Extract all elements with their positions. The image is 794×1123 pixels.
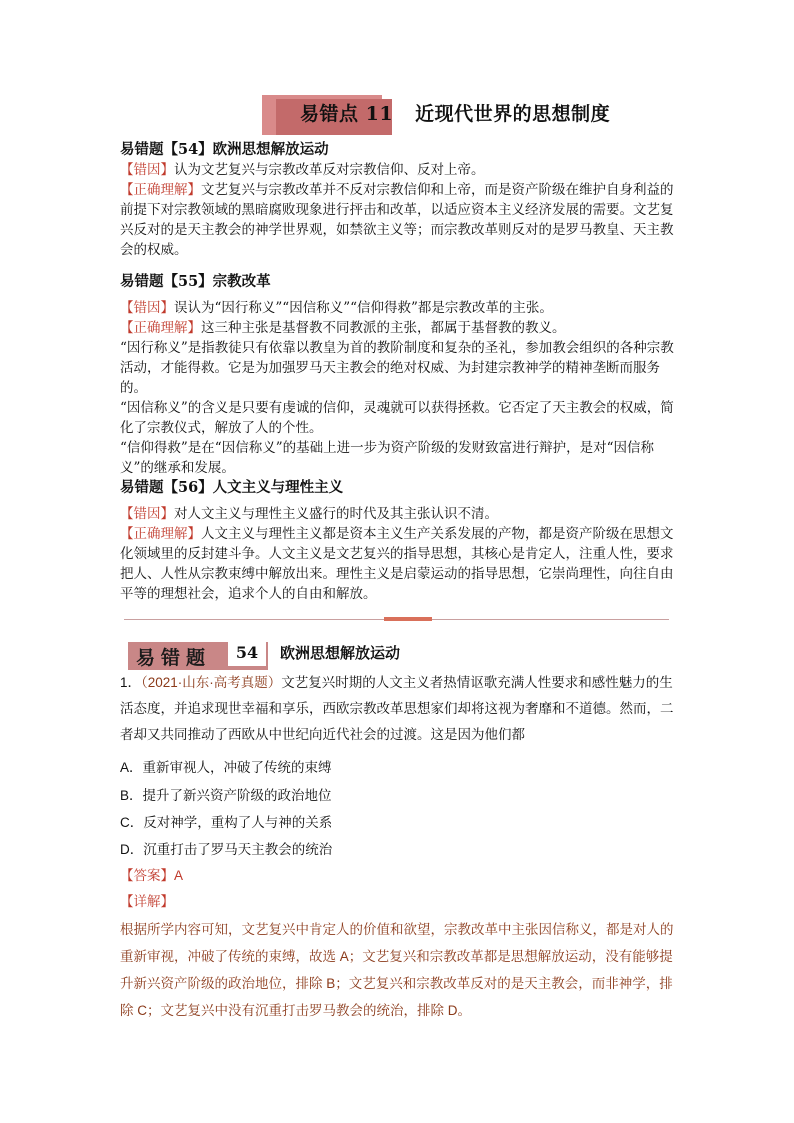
section-55-p2: “因信称义”的含义是只要有虔诚的信仰，灵魂就可以获得拯救。它否定了天主教会的权威，简化了宗教仪式，解放了人的个性。 <box>120 400 674 436</box>
option-c: C．反对神学，重构了人与神的关系 <box>120 815 333 830</box>
section-54 <box>120 140 680 260</box>
section-55-p3: “信仰得救”是在“因信称义”的基础上进一步为资产阶级的发财致富进行辩护，是对“因信称义”的继承和发展。 <box>120 440 655 476</box>
section-56-right: 【正确理解】人文主义与理性主义都是资本主义生产关系发展的产物，都是资产阶级在思想文化领域里的反封建斗争。人文主义是文艺复兴的指导思想，其核心是肯定人，注重人性，要求把人、人性从宗教束缚中解放出来。理性主义是启蒙运动的指导思想，它崇尚理性，向往自由平等的理想社会，追求个人的自由和解放。 <box>120 526 674 602</box>
section-55-right: 【正确理解】这三种主张是基督教不同教派的主张，都属于基督教的教义。 <box>120 320 566 336</box>
chapter-title <box>300 99 610 126</box>
section-55 <box>120 272 680 478</box>
question-source: （2021·山东·高考真题） <box>141 675 282 690</box>
option-d: D．沉重打击了罗马天主教会的统治 <box>120 842 333 857</box>
wrong-tag: 【错因】 <box>120 162 174 178</box>
section-55-p1: “因行称义”是指教徒只有依靠以教皇为首的教阶制度和复杂的圣礼，参加教会组织的各种宗教活动，才能得救。它是为加强罗马天主教会的绝对权威、为封建宗教神学的精神垄断而服务的。 <box>120 340 674 396</box>
right-tag: 【正确理解】 <box>120 182 201 198</box>
question-1-stem: 1．（2021·山东·高考真题）文艺复兴时期的人文主义者热情讴歌充满人性要求和感性魅力的生活态度，并追求现世幸福和享乐，西欧宗教改革思想家们却将这视为奢靡和不道德。然而，二者却又共同推动了西欧从中世纪向近代社会的过渡。这是因为他们都 <box>120 675 674 742</box>
section-56-wrong: 【错因】对人文主义与理性主义盛行的时代及其主张认识不清。 <box>120 506 498 522</box>
option-b: B．提升了新兴资产阶级的政治地位 <box>120 788 332 803</box>
chapter-title-banner <box>262 95 662 137</box>
section-56-heading: 易错题【56】人文主义与理性主义 <box>120 479 344 496</box>
section-54-heading: 易错题【54】欧洲思想解放运动 <box>120 141 329 158</box>
question-banner <box>128 640 268 672</box>
question-banner-title: 欧洲思想解放运动 <box>280 644 401 662</box>
detail-tag: 【详解】 <box>120 894 174 909</box>
question-banner-number: 54 <box>228 640 266 666</box>
section-55-heading: 易错题【55】宗教改革 <box>120 273 271 290</box>
section-55-wrong: 【错因】误认为“因行称义”“因信称义”“信仰得救”都是宗教改革的主张。 <box>120 300 553 316</box>
divider-accent <box>384 617 432 621</box>
question-banner-label: 易错题 <box>136 647 212 669</box>
section-56 <box>120 478 680 604</box>
detail-text: 根据所学内容可知，文艺复兴中肯定人的价值和欲望，宗教改革中主张因信称义，都是对人的重新审视，冲破了传统的束缚，故选 A；文艺复兴和宗教改革都是思想解放运动，没有能够提升新兴资产阶级的政治地位，排除 B；文艺复兴和宗教改革反对的是天主教会，而非神学，排除 C；文艺复兴中没有沉重打击罗马教会的统治，排除 D。 <box>120 922 674 1018</box>
chapter-title-prefix: 易错点 11 <box>300 103 394 125</box>
answer: 【答案】A <box>120 868 184 883</box>
section-54-wrong: 【错因】认为文艺复兴与宗教改革反对宗教信仰、反对上帝。 <box>120 162 485 178</box>
option-a: A．重新审视人，冲破了传统的束缚 <box>120 760 332 775</box>
chapter-title-main: 近现代世界的思想制度 <box>415 103 611 125</box>
section-54-right: 【正确理解】文艺复兴与宗教改革并不反对宗教信仰和上帝，而是资产阶级在维护自身利益的前提下对宗教领域的黑暗腐败现象进行抨击和改革，以适应资本主义经济发展的需要。文艺复兴反对的是天主教会的神学世界观，如禁欲主义等；而宗教改革则反对的是罗马教皇、天主教会的权威。 <box>120 182 674 258</box>
